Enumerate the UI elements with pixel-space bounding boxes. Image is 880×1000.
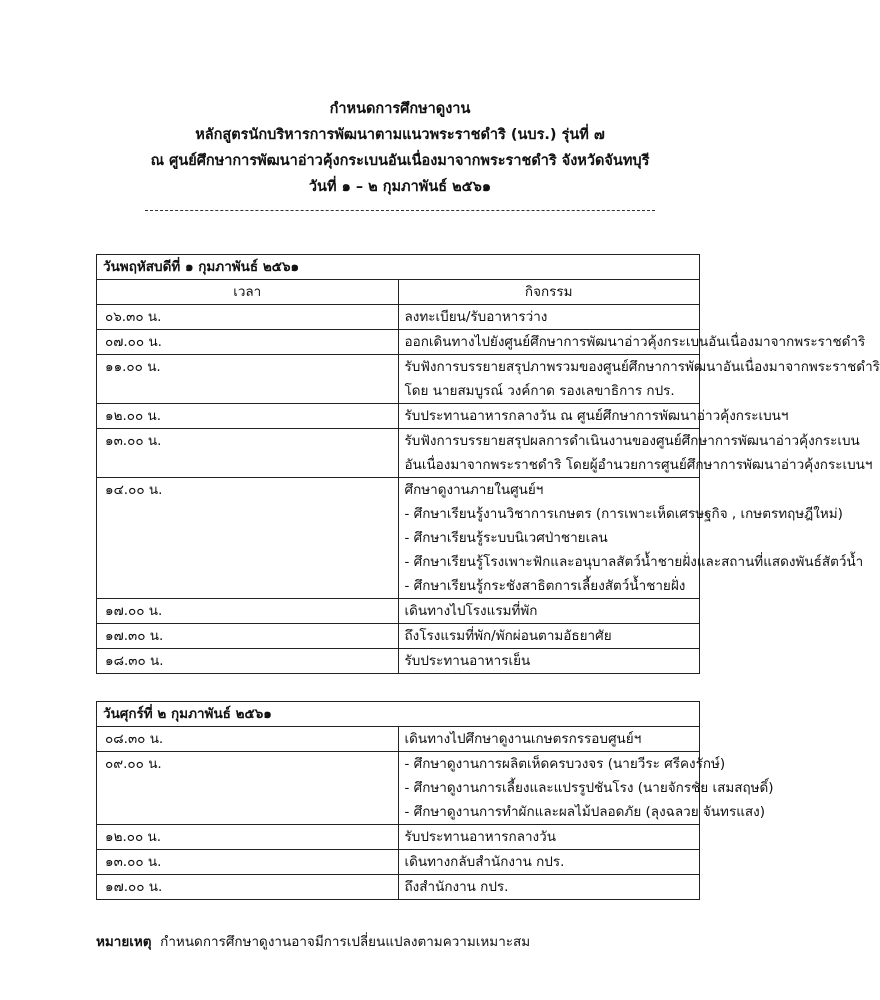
- activity-line: - ศึกษาดูงานการทำผักและผลไม้ปลอดภัย (ลุงฉลวย จันทรแสง): [404, 804, 766, 820]
- footnote: [96, 930, 530, 952]
- time-cell: ๐๘.๓๐ น.: [97, 727, 399, 752]
- table-row: [97, 429, 700, 478]
- table-row: [97, 404, 700, 429]
- time-cell: ๑๓.๐๐ น.: [97, 850, 399, 875]
- activity-cell: [398, 429, 873, 478]
- activity-cell: [398, 825, 700, 850]
- activity-cell: [398, 624, 700, 649]
- activity-line: ออกเดินทางไปยังศูนย์ศึกษาการพัฒนาอ่าวคุ้งกระเบนอันเนื่องมาจากพระราชดำริ: [404, 334, 866, 350]
- activity-line: - ศึกษาดูงานการเลี้ยงและแปรรูปชันโรง (นายจักรชัย เสมสฤษดิ์): [404, 780, 774, 796]
- table-row: [97, 727, 700, 752]
- activity-line: อันเนื่องมาจากพระราชดำริ โดยผู้อำนวยการศูนย์ศึกษาการพัฒนาอ่าวคุ้งกระเบนฯ: [404, 457, 873, 473]
- activity-cell: [398, 404, 789, 429]
- activity-line: เดินทางไปโรงแรมที่พัก: [404, 603, 538, 619]
- table-row: [97, 478, 700, 599]
- table-row: [97, 305, 700, 330]
- activity-line: เดินทางไปศึกษาดูงานเกษตรกรรอบศูนย์ฯ: [404, 731, 642, 747]
- activity-line: เดินทางกลับสำนักงาน กปร.: [404, 854, 565, 870]
- activity-cell: [398, 875, 700, 900]
- activity-line: ถึงสำนักงาน กปร.: [404, 879, 509, 895]
- header-date: วันที่ ๑ – ๒ กุมภาพันธ์ ๒๕๖๑: [308, 179, 492, 195]
- activity-cell: [398, 305, 700, 330]
- activity-line: - ศึกษาเรียนรู้โรงเพาะฟักและอนุบาลสัตว์น้ำชายฝั่งและสถานที่แสดงพันธ์สัตว์น้ำ: [404, 554, 864, 570]
- activity-cell: [398, 478, 864, 599]
- activity-cell: [398, 752, 774, 825]
- footnote-label: หมายเหตุ: [96, 934, 152, 950]
- activity-line: ลงทะเบียน/รับอาหารว่าง: [404, 309, 548, 325]
- time-cell: ๐๙.๐๐ น.: [97, 752, 399, 825]
- time-cell: ๐๖.๓๐ น.: [97, 305, 399, 330]
- activity-cell: [398, 355, 880, 404]
- table-row: [97, 330, 700, 355]
- activity-line: - ศึกษาเรียนรู้งานวิชาการเกษตร (การเพาะเห็ดเศรษฐกิจ , เกษตรทฤษฎีใหม่): [404, 506, 843, 522]
- column-header-time: เวลา: [97, 280, 399, 305]
- table-row: [97, 875, 700, 900]
- time-cell: ๑๒.๐๐ น.: [97, 404, 399, 429]
- activity-line: รับประทานอาหารกลางวัน ณ ศูนย์ศึกษาการพัฒนาอ่าวคุ้งกระเบนฯ: [404, 408, 789, 424]
- day1-rows: [97, 305, 880, 674]
- activity-line: ถึงโรงแรมที่พัก/พักผ่อนตามอัธยาศัย: [404, 628, 612, 644]
- activity-line: - ศึกษาดูงานการผลิตเห็ดครบวงจร (นายวีระ ศรีคงรักษ์): [404, 756, 726, 772]
- header-location: ณ ศูนย์ศึกษาการพัฒนาอ่าวคุ้งกระเบนอันเนื่องมาจากพระราชดำริ จังหวัดจันทบุรี: [150, 153, 650, 169]
- day2-schedule-table: [96, 701, 774, 900]
- time-cell: ๑๗.๐๐ น.: [97, 875, 399, 900]
- footnote-text: กำหนดการศึกษาดูงานอาจมีการเปลี่ยนแปลงตามความเหมาะสม: [160, 934, 531, 950]
- activity-line: รับประทานอาหารกลางวัน: [404, 829, 556, 845]
- table-row: [97, 649, 700, 674]
- activity-line: รับฟังการบรรยายสรุปผลการดำเนินงานของศูนย์ศึกษาการพัฒนาอ่าวคุ้งกระเบน: [404, 433, 860, 449]
- activity-line: - ศึกษาเรียนรู้กระชังสาธิตการเลี้ยงสัตว์น้ำชายฝั่ง: [404, 578, 686, 594]
- time-cell: ๑๗.๓๐ น.: [97, 624, 399, 649]
- table-row: [97, 850, 700, 875]
- document-header: [0, 96, 800, 200]
- time-cell: ๑๒.๐๐ น.: [97, 825, 399, 850]
- day1-schedule-table: [96, 254, 880, 674]
- day2-title: วันศุกร์ที่ ๒ กุมภาพันธ์ ๒๕๖๑: [97, 702, 700, 727]
- activity-cell: [398, 850, 700, 875]
- day2-rows: [97, 727, 774, 900]
- time-cell: ๐๗.๐๐ น.: [97, 330, 399, 355]
- activity-cell: [398, 599, 700, 624]
- header-course: หลักสูตรนักบริหารการพัฒนาตามแนวพระราชดำริ (นบร.) รุ่นที่ ๗: [195, 127, 605, 143]
- table-row: [97, 752, 700, 825]
- day1-title: วันพฤหัสบดีที่ ๑ กุมภาพันธ์ ๒๕๖๑: [97, 255, 700, 280]
- time-cell: ๑๔.๐๐ น.: [97, 478, 399, 599]
- activity-line: ศึกษาดูงานภายในศูนย์ฯ: [404, 482, 544, 498]
- activity-line: รับประทานอาหารเย็น: [404, 653, 531, 669]
- table-row: [97, 355, 700, 404]
- activity-line: โดย นายสมบูรณ์ วงค์กาด รองเลขาธิการ กปร.: [404, 383, 675, 399]
- table-row: [97, 825, 700, 850]
- table-row: [97, 624, 700, 649]
- time-cell: ๑๑.๐๐ น.: [97, 355, 399, 404]
- dashed-divider: [145, 210, 655, 211]
- time-cell: ๑๘.๓๐ น.: [97, 649, 399, 674]
- activity-cell: [398, 649, 700, 674]
- table-row: [97, 599, 700, 624]
- activity-cell: [398, 330, 866, 355]
- activity-cell: [398, 727, 700, 752]
- header-title: กำหนดการศึกษาดูงาน: [329, 101, 471, 117]
- time-cell: ๑๗.๐๐ น.: [97, 599, 399, 624]
- activity-line: รับฟังการบรรยายสรุปภาพรวมของศูนย์ศึกษาการพัฒนาอันเนื่องมาจากพระราชดำริ: [404, 359, 880, 375]
- column-header-activity: กิจกรรม: [398, 280, 700, 305]
- time-cell: ๑๓.๐๐ น.: [97, 429, 399, 478]
- activity-line: - ศึกษาเรียนรู้ระบบนิเวศป่าชายเลน: [404, 530, 608, 546]
